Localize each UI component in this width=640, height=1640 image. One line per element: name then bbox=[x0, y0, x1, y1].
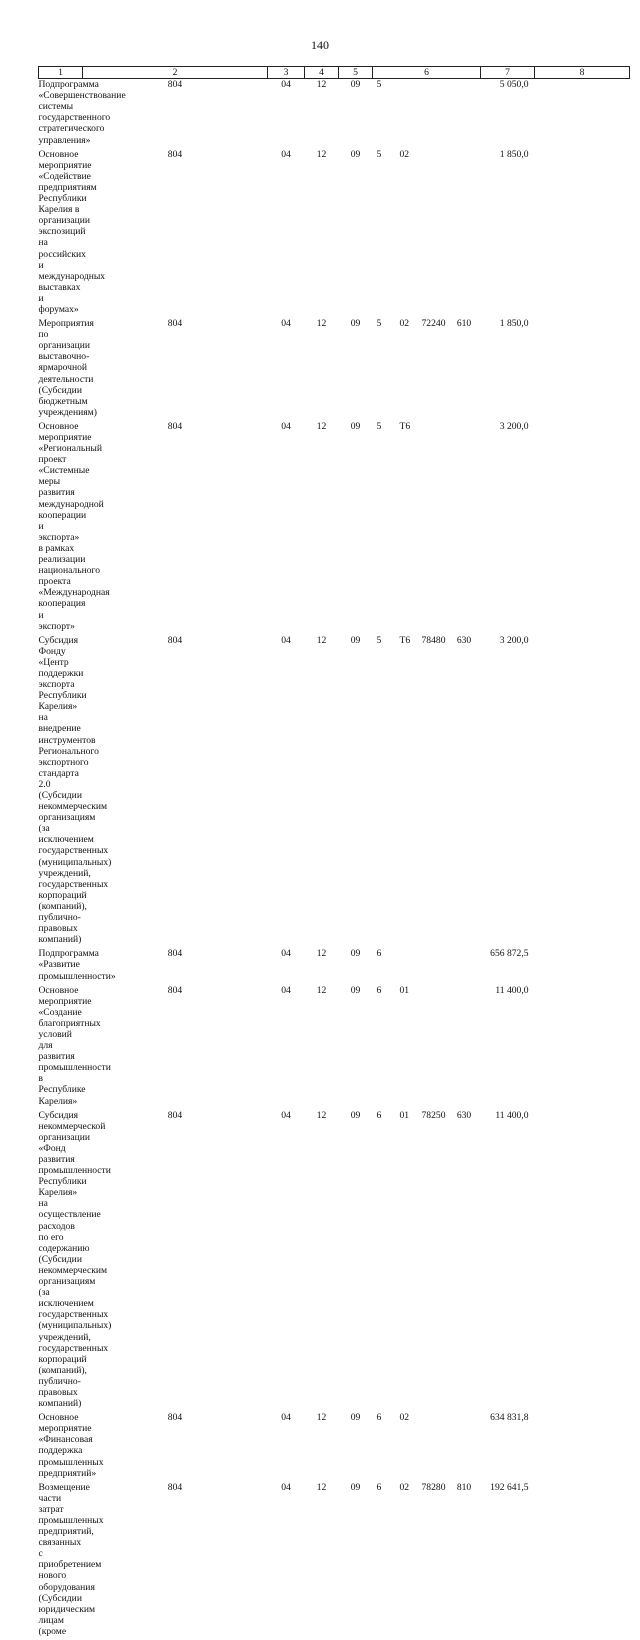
page-number: 140 bbox=[311, 38, 329, 52]
row-col3-cell: 804 bbox=[167, 79, 183, 91]
row-col5-cell: 12 bbox=[316, 634, 327, 646]
row-col3-cell: 804 bbox=[167, 1481, 183, 1493]
row-col3-cell: 804 bbox=[167, 984, 183, 996]
row-amount-cell: 11 400,0 bbox=[495, 1109, 529, 1121]
row-target-event-cell: T6 bbox=[399, 634, 411, 646]
row-col4-cell: 04 bbox=[281, 1412, 291, 1424]
row-amount-cell: 1 850,0 bbox=[499, 318, 529, 330]
row-col4-cell: 04 bbox=[281, 148, 291, 160]
row-amount-cell: 5 050,0 bbox=[499, 79, 529, 91]
row-col5-cell: 12 bbox=[316, 420, 327, 432]
row-name-cell: Мероприятия по организации выставочно-ярмарочной деятельности (Субсидии бюджетным учреждениям) bbox=[38, 318, 97, 418]
row-target-event-cell: T6 bbox=[399, 420, 411, 432]
row-target-program-cell: 09 bbox=[350, 420, 361, 432]
row-target-program-cell: 09 bbox=[350, 948, 361, 960]
row-name-cell: Возмещение части затрат промышленных предприятий, связанных с приобретением нового оборудования (Субсидии юридическим лицам (кроме bbox=[38, 1481, 104, 1637]
row-target-program-cell: 09 bbox=[350, 318, 361, 330]
table-row bbox=[39, 149, 630, 318]
row-col5-cell: 12 bbox=[316, 79, 327, 91]
row-target-event-cell: 01 bbox=[399, 1109, 410, 1121]
row-col7-cell bbox=[448, 421, 481, 635]
row-name-cell: Основное мероприятие «Создание благоприятных условий для развития промышленности в Республике Карелия» bbox=[38, 984, 111, 1107]
row-col5-cell: 12 bbox=[316, 984, 327, 996]
row-amount-cell: 11 400,0 bbox=[495, 984, 529, 996]
row-col7-cell: 630 bbox=[456, 1109, 472, 1121]
row-col7-cell: 630 bbox=[456, 634, 472, 646]
table-row bbox=[39, 79, 630, 149]
row-target-program-cell: 09 bbox=[350, 1109, 361, 1121]
col-header-1: 1 bbox=[39, 67, 83, 79]
row-target-direction-cell bbox=[420, 948, 448, 984]
row-col7-cell: 810 bbox=[456, 1481, 472, 1493]
table-row bbox=[39, 318, 630, 421]
row-target-direction-cell: 78280 bbox=[421, 1481, 446, 1493]
row-target-program-cell: 09 bbox=[350, 1481, 361, 1493]
table-row bbox=[39, 985, 630, 1110]
row-target-subprogram-cell: 6 bbox=[376, 1412, 382, 1424]
row-target-direction-cell bbox=[420, 421, 448, 635]
row-col3-cell: 804 bbox=[167, 1109, 183, 1121]
col-header-7: 7 bbox=[481, 67, 535, 79]
row-col5-cell: 12 bbox=[316, 1109, 327, 1121]
row-name-cell: Субсидия некоммерческой организации «Фонд развития промышленности Республики Карелия» на осуществление расходов по его содержанию (Субсидии некоммерческим организациям (за исключением государственных (муниципальных) учреждений, государственных корпораций (компаний), публично-правовых компаний) bbox=[38, 1109, 112, 1410]
col-header-5: 5 bbox=[339, 67, 373, 79]
row-name-cell: Субсидия Фонду «Центр поддержки экспорта Республики Карелия» на внедрение инструментов Регионального экспортного стандарта 2.0 (Субсидии некоммерческим организациям (за исключением государственных (муниципальных) учреждений, государственных корпораций (компаний), публично-правовых компаний) bbox=[38, 634, 112, 946]
row-col7-cell bbox=[448, 948, 481, 984]
row-col7-cell bbox=[448, 149, 481, 318]
row-col4-cell: 04 bbox=[281, 634, 291, 646]
row-target-direction-cell: 72240 bbox=[421, 318, 446, 330]
row-target-direction-cell: 78480 bbox=[421, 634, 446, 646]
row-target-event-cell: 02 bbox=[399, 1412, 410, 1424]
row-col4-cell: 04 bbox=[281, 1109, 291, 1121]
row-target-event-cell bbox=[396, 948, 420, 984]
table-row bbox=[39, 635, 630, 949]
table-row bbox=[39, 948, 630, 984]
row-col5-cell: 12 bbox=[316, 318, 327, 330]
row-target-subprogram-cell: 5 bbox=[376, 420, 382, 432]
row-amount-cell: 192 641,5 bbox=[490, 1481, 529, 1493]
row-name-cell: Подпрограмма «Совершенствование системы государственного стратегического управления» bbox=[38, 79, 126, 146]
budget-table bbox=[38, 66, 630, 1640]
row-amount-cell: 656 872,5 bbox=[490, 948, 529, 960]
row-col4-cell: 04 bbox=[281, 79, 291, 91]
row-col5-cell: 12 bbox=[316, 1481, 327, 1493]
row-col3-cell: 804 bbox=[167, 634, 183, 646]
row-target-direction-cell: 78250 bbox=[421, 1109, 446, 1121]
col-header-4: 4 bbox=[305, 67, 339, 79]
row-target-direction-cell bbox=[420, 1412, 448, 1482]
row-amount-cell: 1 850,0 bbox=[499, 148, 529, 160]
row-name-cell: Подпрограмма «Развитие промышленности» bbox=[38, 948, 116, 982]
row-name-cell: Основное мероприятие «Содействие предприятиям Республики Карелия в организации экспозиций на российских и международных выставках и форумах» bbox=[38, 148, 106, 315]
row-target-subprogram-cell: 6 bbox=[376, 948, 382, 960]
row-target-program-cell: 09 bbox=[350, 634, 361, 646]
row-col5-cell: 12 bbox=[316, 948, 327, 960]
row-target-subprogram-cell: 5 bbox=[376, 79, 382, 91]
table-body bbox=[39, 79, 630, 1640]
row-col7-cell: 610 bbox=[456, 318, 472, 330]
row-col3-cell: 804 bbox=[167, 948, 183, 960]
row-target-program-cell: 09 bbox=[350, 79, 361, 91]
column-number-row bbox=[39, 67, 630, 79]
row-target-direction-cell bbox=[420, 985, 448, 1110]
budget-table-container bbox=[38, 66, 629, 1640]
col-header-3: 3 bbox=[268, 67, 305, 79]
row-col4-cell: 04 bbox=[281, 420, 291, 432]
row-col5-cell: 12 bbox=[316, 1412, 327, 1424]
row-name-cell: Основное мероприятие «Региональный проект «Системные меры развития международной кооперации и экспорта» в рамках реализации национального проекта «Международная кооперация и экспорт» bbox=[38, 420, 110, 632]
row-target-direction-cell bbox=[420, 149, 448, 318]
table-row bbox=[39, 421, 630, 635]
row-target-program-cell: 09 bbox=[350, 984, 361, 996]
row-target-subprogram-cell: 5 bbox=[376, 318, 382, 330]
row-name-cell: Основное мероприятие «Финансовая поддержка промышленных предприятий» bbox=[38, 1412, 104, 1479]
row-target-event-cell: 01 bbox=[399, 984, 410, 996]
row-target-subprogram-cell: 6 bbox=[376, 984, 382, 996]
row-target-event-cell: 02 bbox=[399, 148, 410, 160]
row-target-event-cell: 02 bbox=[399, 1481, 410, 1493]
row-col3-cell: 804 bbox=[167, 1412, 183, 1424]
table-row bbox=[39, 1412, 630, 1482]
row-target-subprogram-cell: 6 bbox=[376, 1109, 382, 1121]
col-header-2: 2 bbox=[83, 67, 268, 79]
row-target-subprogram-cell: 5 bbox=[376, 148, 382, 160]
row-amount-cell: 3 200,0 bbox=[499, 420, 529, 432]
row-col3-cell: 804 bbox=[167, 148, 183, 160]
col-header-8: 8 bbox=[535, 67, 630, 79]
row-target-event-cell bbox=[396, 79, 420, 149]
row-col4-cell: 04 bbox=[281, 984, 291, 996]
col-header-6: 6 bbox=[373, 67, 481, 79]
row-target-subprogram-cell: 6 bbox=[376, 1481, 382, 1493]
row-target-direction-cell bbox=[420, 79, 448, 149]
row-col4-cell: 04 bbox=[281, 948, 291, 960]
row-target-program-cell: 09 bbox=[350, 148, 361, 160]
row-target-program-cell: 09 bbox=[350, 1412, 361, 1424]
table-row bbox=[39, 1110, 630, 1413]
row-col7-cell bbox=[448, 79, 481, 149]
row-col7-cell bbox=[448, 985, 481, 1110]
row-col4-cell: 04 bbox=[281, 318, 291, 330]
row-col3-cell: 804 bbox=[167, 318, 183, 330]
table-row bbox=[39, 1482, 630, 1640]
row-amount-cell: 3 200,0 bbox=[499, 634, 529, 646]
row-target-subprogram-cell: 5 bbox=[376, 634, 382, 646]
row-amount-cell: 634 831,8 bbox=[490, 1412, 529, 1424]
row-col3-cell: 804 bbox=[167, 420, 183, 432]
row-target-event-cell: 02 bbox=[399, 318, 410, 330]
row-col5-cell: 12 bbox=[316, 148, 327, 160]
row-col7-cell bbox=[448, 1412, 481, 1482]
row-col4-cell: 04 bbox=[281, 1481, 291, 1493]
